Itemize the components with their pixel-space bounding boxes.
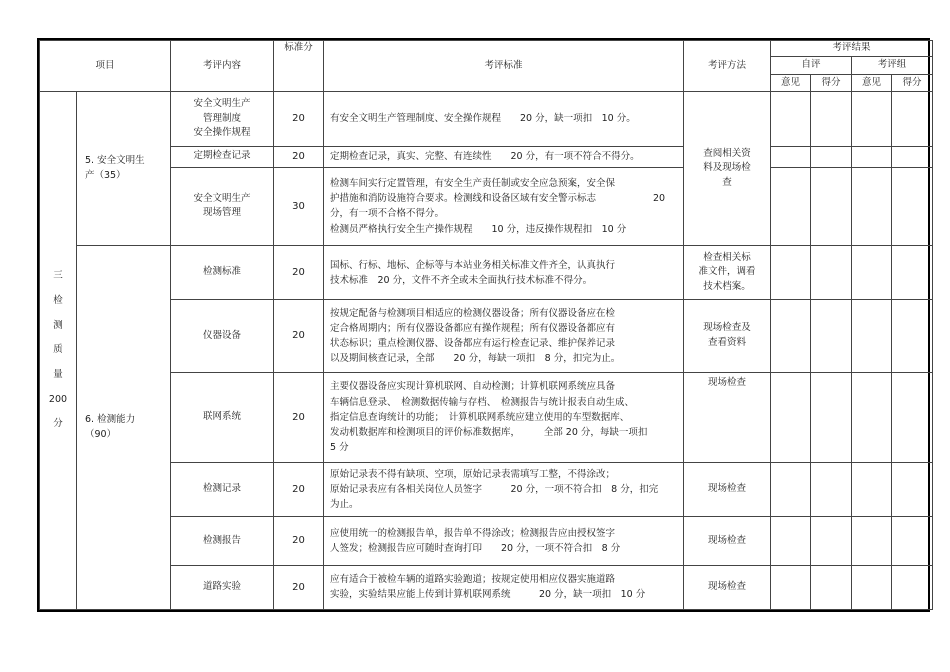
content-cell: 联网系统 bbox=[171, 372, 274, 462]
table-row bbox=[40, 92, 933, 146]
group-points-cell[interactable] bbox=[892, 565, 933, 609]
standard-cell: 检测车间实行定置管理，有安全生产责任制或安全应急预案，安全保 护措施和消防设施符合要求。检测线和设备区域有安全警示标志 20 分，有一项不合格不得分。 检测员严格执行安全生产操作规程 10 分，违反操作规程扣 10 分 bbox=[324, 167, 684, 245]
group-points-cell[interactable] bbox=[892, 146, 933, 167]
self-points-cell[interactable] bbox=[811, 300, 852, 372]
group-points-cell[interactable] bbox=[892, 300, 933, 372]
method-cell: 现场检查 bbox=[684, 372, 771, 462]
score-cell: 20 bbox=[274, 565, 324, 609]
group-opinion-cell[interactable] bbox=[852, 146, 892, 167]
standard-cell: 定期检查记录，真实、完整、有连续性 20 分，有一项不符合不得分。 bbox=[324, 146, 684, 167]
group-opinion-cell[interactable] bbox=[852, 372, 892, 462]
table-row bbox=[40, 517, 933, 565]
self-points-cell[interactable] bbox=[811, 146, 852, 167]
table-row bbox=[40, 146, 933, 167]
content-cell: 定期检查记录 bbox=[171, 146, 274, 167]
score-cell: 20 bbox=[274, 146, 324, 167]
table-row bbox=[40, 463, 933, 517]
group-opinion-cell[interactable] bbox=[852, 565, 892, 609]
method-cell: 现场检查 bbox=[684, 565, 771, 609]
self-opinion-cell[interactable] bbox=[771, 146, 811, 167]
self-opinion-cell[interactable] bbox=[771, 300, 811, 372]
header-self-opinion: 意见 bbox=[771, 75, 811, 92]
group-opinion-cell[interactable] bbox=[852, 300, 892, 372]
self-points-cell[interactable] bbox=[811, 372, 852, 462]
group-opinion-cell[interactable] bbox=[852, 517, 892, 565]
method-cell: 现场检查及 查看资料 bbox=[684, 300, 771, 372]
content-cell: 道路实验 bbox=[171, 565, 274, 609]
content-cell: 安全文明生产 管理制度 安全操作规程 bbox=[171, 92, 274, 146]
method-cell: 现场检查 bbox=[684, 463, 771, 517]
group-opinion-cell[interactable] bbox=[852, 246, 892, 300]
self-points-cell[interactable] bbox=[811, 463, 852, 517]
table-row bbox=[40, 565, 933, 609]
header-item: 项目 bbox=[40, 41, 171, 92]
evaluation-table-frame bbox=[37, 38, 930, 612]
score-cell: 20 bbox=[274, 246, 324, 300]
header-result: 考评结果 bbox=[771, 41, 933, 57]
group-opinion-cell[interactable] bbox=[852, 463, 892, 517]
method-cell: 检查相关标 准文件，调看 技术档案。 bbox=[684, 246, 771, 300]
table-row bbox=[40, 372, 933, 462]
header-group-points: 得分 bbox=[892, 75, 933, 92]
self-points-cell[interactable] bbox=[811, 167, 852, 245]
category-cell: 三 检 测 质 量 200 分 bbox=[40, 92, 77, 610]
content-cell: 安全文明生产 现场管理 bbox=[171, 167, 274, 245]
group-opinion-cell[interactable] bbox=[852, 92, 892, 146]
score-cell: 20 bbox=[274, 463, 324, 517]
section-safety: 5. 安全文明生 产（35） bbox=[77, 92, 171, 246]
score-cell: 20 bbox=[274, 372, 324, 462]
content-cell: 仪器设备 bbox=[171, 300, 274, 372]
self-opinion-cell[interactable] bbox=[771, 517, 811, 565]
self-opinion-cell[interactable] bbox=[771, 372, 811, 462]
group-points-cell[interactable] bbox=[892, 246, 933, 300]
header-content: 考评内容 bbox=[171, 41, 274, 92]
group-points-cell[interactable] bbox=[892, 167, 933, 245]
table-row bbox=[40, 167, 933, 245]
score-cell: 30 bbox=[274, 167, 324, 245]
standard-cell: 应有适合于被检车辆的道路实验跑道；按规定使用相应仪器实施道路 实验，实验结果应能上传到计算机联网系统 20 分，缺一项扣 10 分 bbox=[324, 565, 684, 609]
content-cell: 检测标准 bbox=[171, 246, 274, 300]
table-row bbox=[40, 300, 933, 372]
group-opinion-cell[interactable] bbox=[852, 167, 892, 245]
header-group-eval: 考评组 bbox=[852, 57, 933, 75]
evaluation-table bbox=[39, 40, 933, 610]
self-opinion-cell[interactable] bbox=[771, 463, 811, 517]
standard-cell: 按规定配备与检测项目相适应的检测仪器设备；所有仪器设备应在检 定合格周期内；所有仪器设备都应有操作规程；所有仪器设备都应有 状态标识；重点检测仪器、设备都应有运行检查记录、维护保养记录 以及期间核查记录，全部 20 分，每缺一项扣 8 分，扣完为止。 bbox=[324, 300, 684, 372]
score-cell: 20 bbox=[274, 517, 324, 565]
method-cell: 现场检查 bbox=[684, 517, 771, 565]
self-opinion-cell[interactable] bbox=[771, 246, 811, 300]
self-opinion-cell[interactable] bbox=[771, 565, 811, 609]
header-standard: 考评标准 bbox=[324, 41, 684, 92]
self-points-cell[interactable] bbox=[811, 517, 852, 565]
self-opinion-cell[interactable] bbox=[771, 92, 811, 146]
header-self-eval: 自评 bbox=[771, 57, 852, 75]
self-points-cell[interactable] bbox=[811, 92, 852, 146]
standard-cell: 原始记录表不得有缺项、空项，原始记录表需填写工整，不得涂改； 原始记录表应有各相关岗位人员签字 20 分，一项不符合扣 8 分，扣完 为止。 bbox=[324, 463, 684, 517]
group-points-cell[interactable] bbox=[892, 463, 933, 517]
group-points-cell[interactable] bbox=[892, 517, 933, 565]
section-capability: 6. 检测能力 （90） bbox=[77, 246, 171, 610]
standard-cell: 主要仪器设备应实现计算机联网、自动检测；计算机联网系统应具备 车辆信息登录、 检测数据传输与存档、 检测报告与统计报表自动生成、 指定信息查询统计的功能； 计算机联网系统应建立使用的车型数据库、 发动机数据库和检测项目的评价标准数据库， 全部 20 分，每缺一项扣 5 分 bbox=[324, 372, 684, 462]
standard-cell: 应使用统一的检测报告单，报告单不得涂改；检测报告应由授权签字 人签发；检测报告应可随时查询打印 20 分，一项不符合扣 8 分 bbox=[324, 517, 684, 565]
header-score: 标准分 bbox=[274, 41, 324, 92]
group-points-cell[interactable] bbox=[892, 372, 933, 462]
score-cell: 20 bbox=[274, 300, 324, 372]
standard-cell: 国标、行标、地标、企标等与本站业务相关标准文件齐全，认真执行 技术标准 20 分，文件不齐全或未全面执行技术标准不得分。 bbox=[324, 246, 684, 300]
content-cell: 检测记录 bbox=[171, 463, 274, 517]
header-self-points: 得分 bbox=[811, 75, 852, 92]
self-points-cell[interactable] bbox=[811, 246, 852, 300]
header-method: 考评方法 bbox=[684, 41, 771, 92]
group-points-cell[interactable] bbox=[892, 92, 933, 146]
self-opinion-cell[interactable] bbox=[771, 167, 811, 245]
score-cell: 20 bbox=[274, 92, 324, 146]
content-cell: 检测报告 bbox=[171, 517, 274, 565]
header-group-opinion: 意见 bbox=[852, 75, 892, 92]
self-points-cell[interactable] bbox=[811, 565, 852, 609]
standard-cell: 有安全文明生产管理制度、安全操作规程 20 分，缺一项扣 10 分。 bbox=[324, 92, 684, 146]
table-row bbox=[40, 246, 933, 300]
method-cell: 查阅相关资 料及现场检 查 bbox=[684, 92, 771, 246]
